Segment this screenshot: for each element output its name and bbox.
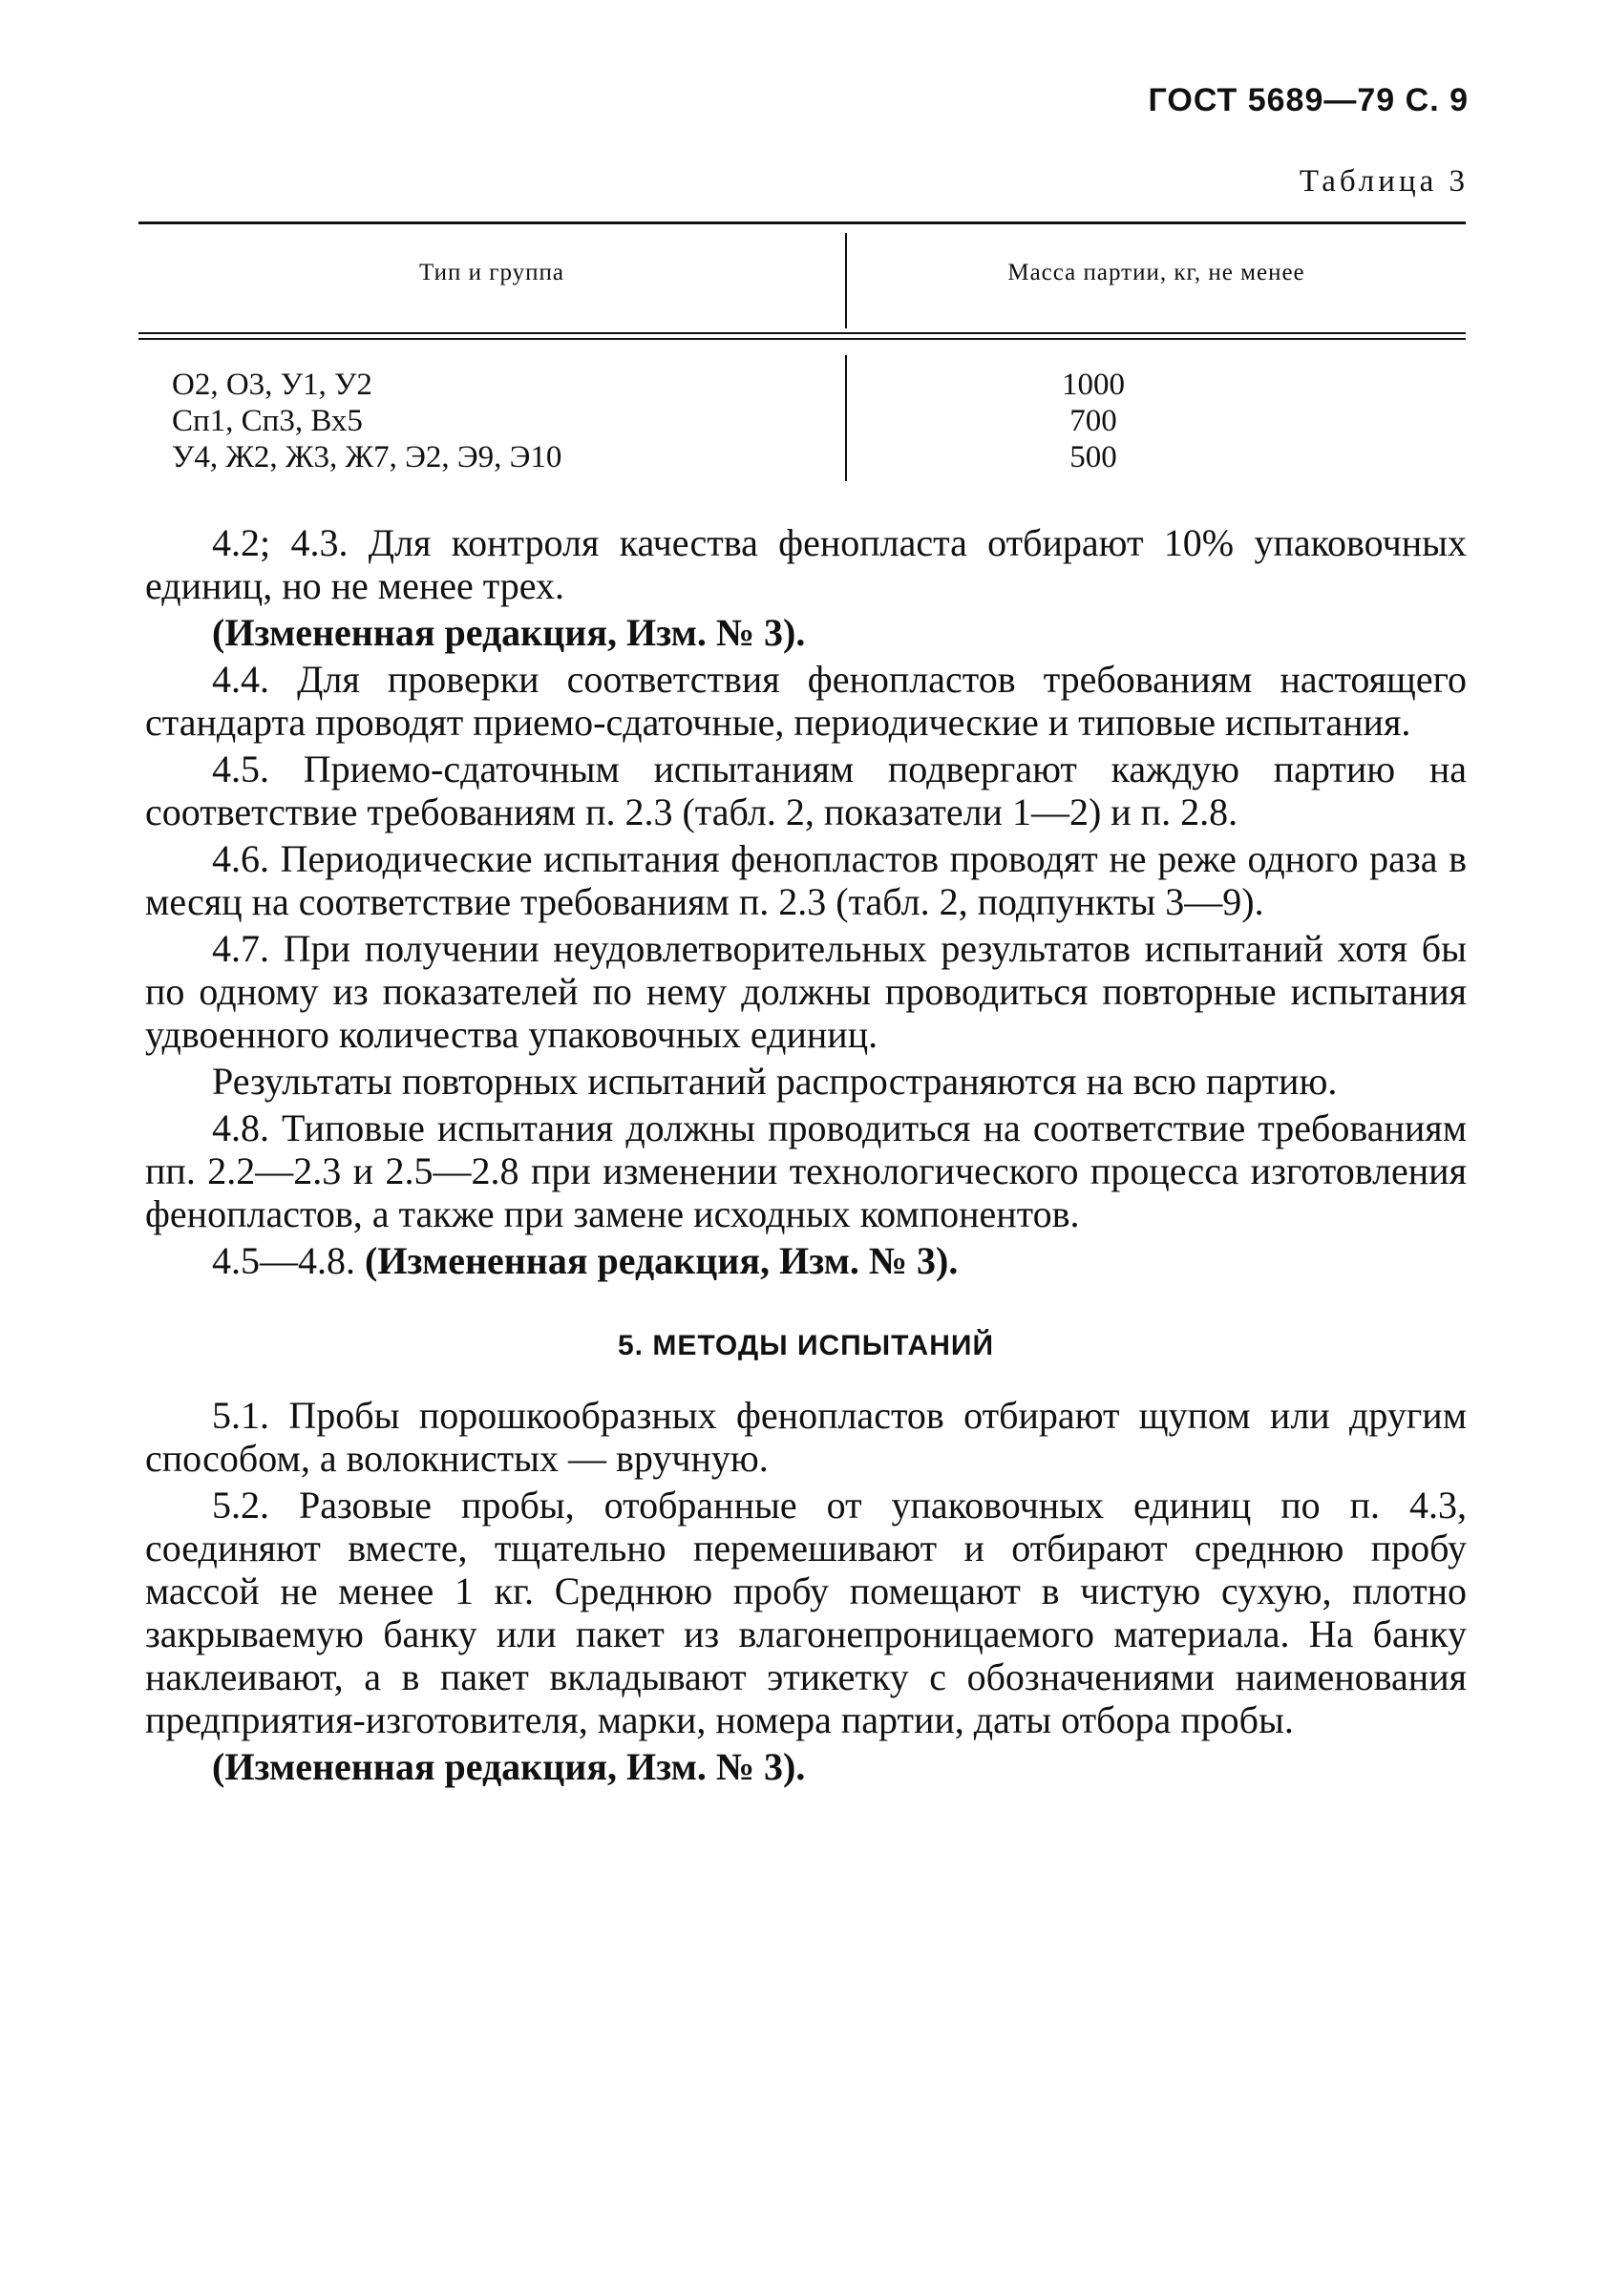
- table-header-type: Тип и группа: [418, 260, 565, 285]
- table-caption: Таблица 3: [1299, 164, 1469, 199]
- table-row: [138, 367, 1466, 403]
- table-header-mass: Масса партии, кг, не менее: [1007, 260, 1305, 285]
- cell-type: Сп1, Сп3, Вх5: [172, 404, 363, 438]
- paragraph-4-7-continued: Результаты повторных испытаний распространяются на всю партию.: [212, 1060, 1338, 1103]
- paragraph-4-8: 4.8. Типовые испытания должны проводиться на соответствие требованиям пп. 2.2—2.3 и 2.5—2.8 при изменении технологического процесса изготовления фенопластов, а также при замене исходных компонентов.: [145, 1106, 1467, 1235]
- paragraph-5-2: 5.2. Разовые пробы, отобранные от упаковочных единиц по п. 4.3, соединяют вместе, тщательно перемешивают и отбирают среднюю пробу массой не менее 1 кг. Среднюю пробу помещают в чистую сухую, плотно закрываемую банку или пакет из влагонепроницаемого материала. На банку наклеивают, а в пакет вкладывают этикетку с обозначениями наименования предприятия-изготовителя, марки, номера партии, даты отбора пробы.: [145, 1484, 1467, 1741]
- table-header-rule-double: [138, 338, 1466, 340]
- body-text: [145, 521, 1467, 1792]
- amendment-range: 4.5—4.8.: [212, 1239, 355, 1282]
- cell-type: О2, О3, У1, У2: [172, 368, 372, 402]
- table-3: [138, 221, 1466, 487]
- table-header-rule: [138, 332, 1466, 334]
- cell-mass: 1000: [1062, 368, 1125, 402]
- cell-type: У4, Ж2, Ж3, Ж7, Э2, Э9, Э10: [172, 440, 562, 474]
- amendment-note: (Измененная редакция, Изм. № 3).: [212, 1745, 806, 1788]
- amendment-note: (Измененная редакция, Изм. № 3).: [212, 611, 806, 654]
- paragraph-4-7: 4.7. При получении неудовлетворительных результатов испытаний хотя бы по одному из показателей по нему должны проводиться повторные испытания удвоенного количества упаковочных единиц.: [145, 927, 1467, 1056]
- paragraph-5-1: 5.1. Пробы порошкообразных фенопластов отбирают щупом или другим способом, а волокнистых — вручную.: [145, 1394, 1467, 1480]
- table-row: [138, 403, 1466, 439]
- paragraph-4-6: 4.6. Периодические испытания фенопластов проводят не реже одного раза в месяц на соответствие требованиям п. 2.3 (табл. 2, подпункты 3—9).: [145, 837, 1467, 923]
- section-title: 5. МЕТОДЫ ИСПЫТАНИЙ: [618, 1330, 994, 1361]
- running-header: ГОСТ 5689—79 С. 9: [1148, 82, 1469, 118]
- table-top-rule: [138, 221, 1466, 224]
- paragraph-4-5: 4.5. Приемо-сдаточным испытаниям подвергают каждую партию на соответствие требованиям п. 2.3 (табл. 2, показатели 1—2) и п. 2.8.: [145, 748, 1467, 833]
- amendment-note-4-5-4-8: [145, 1239, 1467, 1282]
- paragraph-4-4: 4.4. Для проверки соответствия фенопластов требованиям настоящего стандарта проводят приемо-сдаточные, периодические и типовые испытания.: [145, 658, 1467, 744]
- table-body: [138, 367, 1466, 475]
- table-row: [138, 439, 1466, 475]
- paragraph-4-2: 4.2; 4.3. Для контроля качества фенопласта отбирают 10% упаковочных единиц, но не менее трех.: [145, 521, 1467, 607]
- cell-mass: 500: [1069, 440, 1117, 474]
- amendment-note: (Измененная редакция, Изм. № 3).: [365, 1239, 959, 1282]
- cell-mass: 700: [1069, 404, 1117, 438]
